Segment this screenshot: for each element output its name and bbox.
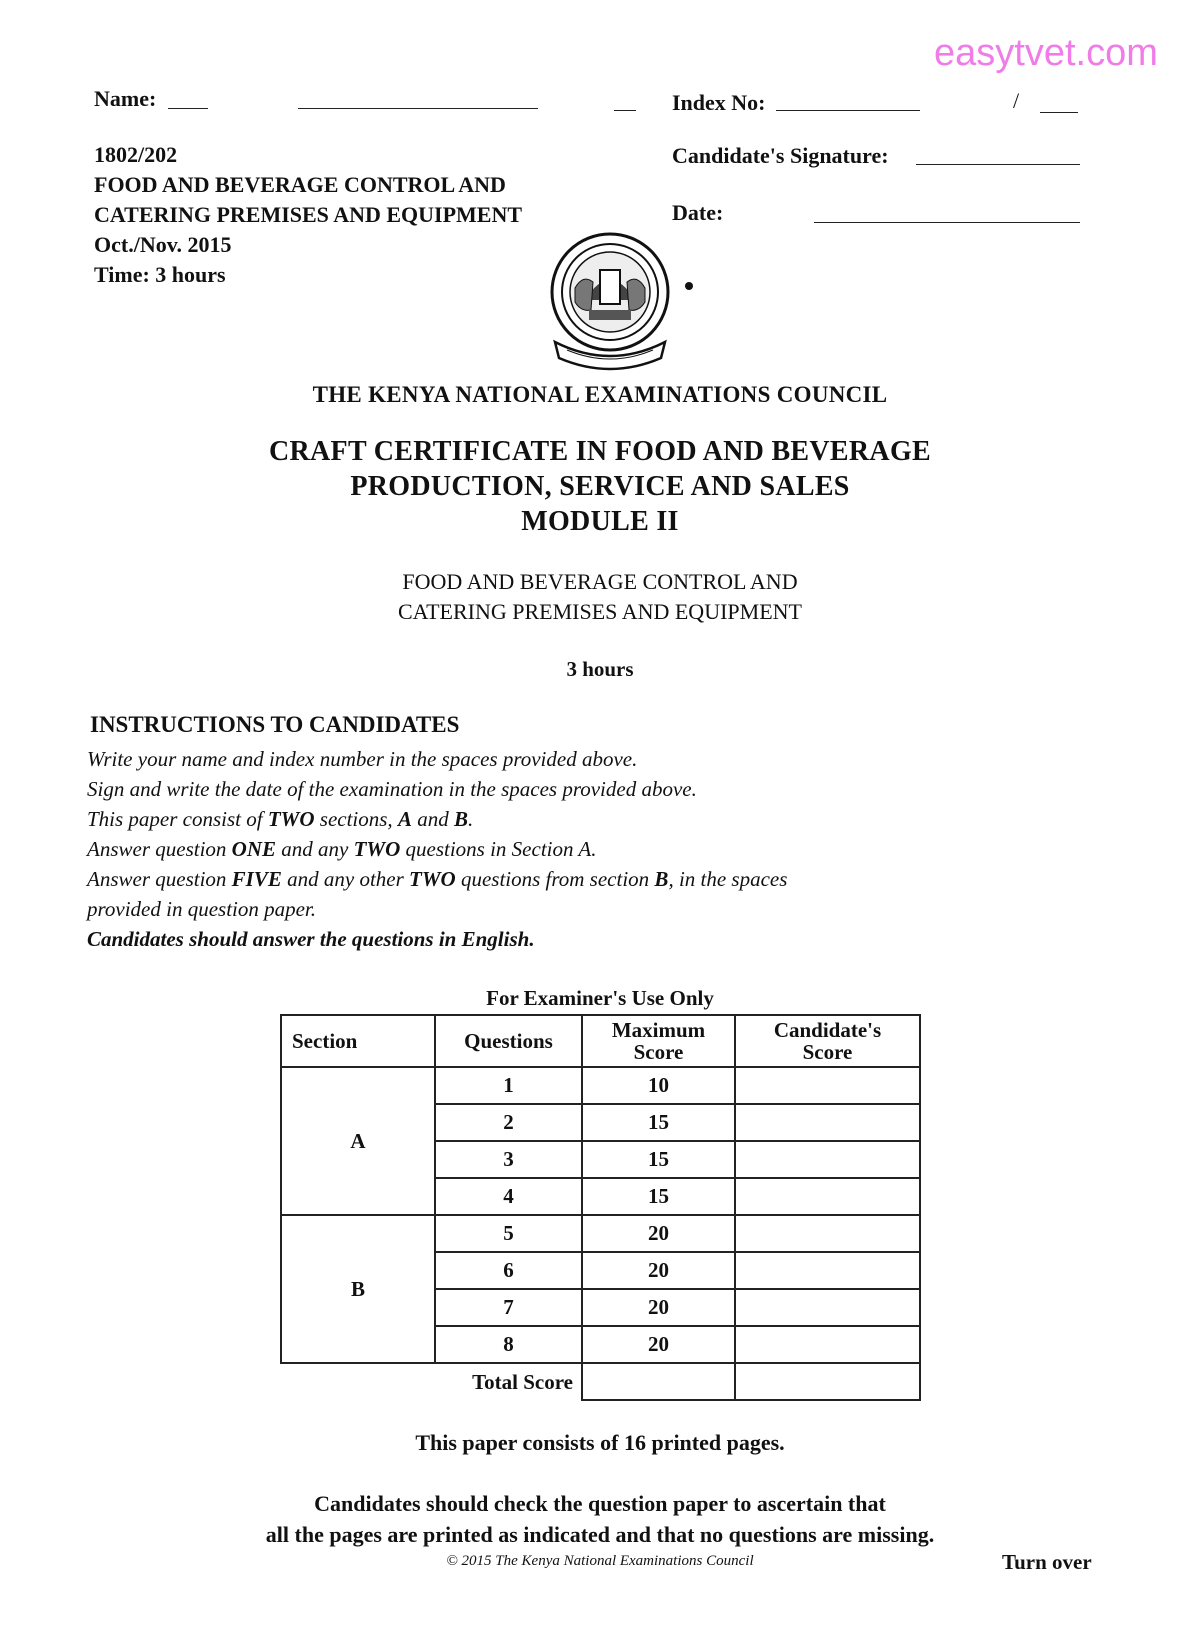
paper-session: Oct./Nov. 2015 <box>94 232 232 257</box>
subject-line1: FOOD AND BEVERAGE CONTROL AND <box>402 569 798 594</box>
instructions-list <box>87 744 927 954</box>
max-score: 15 <box>582 1141 735 1178</box>
name-line-1 <box>168 108 208 109</box>
council-name: THE KENYA NATIONAL EXAMINATIONS COUNCIL <box>312 382 888 407</box>
paper-title-line1: FOOD AND BEVERAGE CONTROL AND <box>94 172 506 197</box>
question-number: 6 <box>435 1252 582 1289</box>
question-number: 3 <box>435 1141 582 1178</box>
max-score: 10 <box>582 1067 735 1104</box>
max-score: 15 <box>582 1104 735 1141</box>
check-note-line2: all the pages are printed as indicated and that no questions are missing. <box>265 1522 935 1547</box>
instruction-6: provided in question paper. <box>87 897 317 921</box>
table-row <box>281 1067 920 1104</box>
turn-over: Turn over <box>1002 1550 1092 1574</box>
col-questions: Questions <box>435 1015 582 1067</box>
table-header-row <box>281 1015 920 1067</box>
max-score: 15 <box>582 1178 735 1215</box>
question-number: 2 <box>435 1104 582 1141</box>
subject-title <box>0 567 1200 627</box>
ink-dot <box>685 282 693 290</box>
subject-line2: CATERING PREMISES AND EQUIPMENT <box>398 599 802 624</box>
candidate-score-input[interactable] <box>735 1252 920 1289</box>
max-score: 20 <box>582 1252 735 1289</box>
index-separator: / <box>1013 88 1020 113</box>
date-label: Date: <box>672 200 724 225</box>
paper-info <box>94 140 522 290</box>
max-score: 20 <box>582 1289 735 1326</box>
check-note <box>0 1488 1200 1550</box>
candidate-score-input[interactable] <box>735 1215 920 1252</box>
candidate-score-input[interactable] <box>735 1067 920 1104</box>
score-table <box>280 1014 921 1401</box>
watermark-text: easytvet.com <box>934 32 1158 74</box>
total-spacer <box>281 1363 435 1400</box>
certificate-line2: PRODUCTION, SERVICE AND SALES <box>350 471 850 502</box>
duration: 3 hours <box>566 657 634 681</box>
index-label: Index No: <box>672 90 766 115</box>
total-max-cell <box>582 1363 735 1400</box>
candidate-score-input[interactable] <box>735 1289 920 1326</box>
col-section: Section <box>281 1015 435 1067</box>
question-number: 1 <box>435 1067 582 1104</box>
index-line <box>776 110 920 111</box>
name-line-3 <box>614 110 636 111</box>
examiner-heading: For Examiner's Use Only <box>486 986 714 1010</box>
section-b-cell: B <box>281 1215 435 1363</box>
instructions-heading: INSTRUCTIONS TO CANDIDATES <box>90 712 460 737</box>
table-row <box>281 1215 920 1252</box>
instruction-2: Sign and write the date of the examination in the spaces provided above. <box>87 777 697 801</box>
date-line <box>814 222 1080 223</box>
copyright: © 2015 The Kenya National Examinations Council <box>446 1553 754 1569</box>
instruction-3: This paper consist of TWO sections, A and B. <box>87 807 474 831</box>
paper-time: Time: 3 hours <box>94 262 226 287</box>
question-number: 7 <box>435 1289 582 1326</box>
signature-label: Candidate's Signature: <box>672 143 889 168</box>
paper-title-line2: CATERING PREMISES AND EQUIPMENT <box>94 202 523 227</box>
question-number: 5 <box>435 1215 582 1252</box>
section-a-cell: A <box>281 1067 435 1215</box>
certificate-line3: MODULE II <box>521 506 679 537</box>
total-row <box>281 1363 920 1400</box>
name-line-2 <box>298 108 538 109</box>
paper-code: 1802/202 <box>94 142 178 167</box>
certificate-title <box>0 434 1200 539</box>
signature-line <box>916 164 1080 165</box>
candidate-score-input[interactable] <box>735 1141 920 1178</box>
max-score: 20 <box>582 1215 735 1252</box>
total-score-input[interactable] <box>735 1363 920 1400</box>
certificate-line1: CRAFT CERTIFICATE IN FOOD AND BEVERAGE <box>268 436 932 467</box>
index-line-2 <box>1040 112 1078 113</box>
instruction-4: Answer question ONE and any TWO questions in Section A. <box>87 837 597 861</box>
knec-seal-icon <box>545 230 675 380</box>
total-score-label: Total Score <box>472 1369 573 1394</box>
pages-note: This paper consists of 16 printed pages. <box>415 1430 785 1455</box>
candidate-score-input[interactable] <box>735 1104 920 1141</box>
col-max-score: Maximum Score <box>582 1015 735 1067</box>
instruction-1: Write your name and index number in the spaces provided above. <box>87 747 638 771</box>
candidate-score-input[interactable] <box>735 1326 920 1363</box>
candidate-score-input[interactable] <box>735 1178 920 1215</box>
instruction-7: Candidates should answer the questions in English. <box>87 927 535 951</box>
max-score: 20 <box>582 1326 735 1363</box>
check-note-line1: Candidates should check the question paper to ascertain that <box>314 1491 886 1516</box>
col-candidate-score: Candidate's Score <box>735 1015 920 1067</box>
question-number: 8 <box>435 1326 582 1363</box>
question-number: 4 <box>435 1178 582 1215</box>
name-label: Name: <box>94 86 157 111</box>
instruction-5: Answer question FIVE and any other TWO questions from section B, in the spaces <box>87 867 788 891</box>
